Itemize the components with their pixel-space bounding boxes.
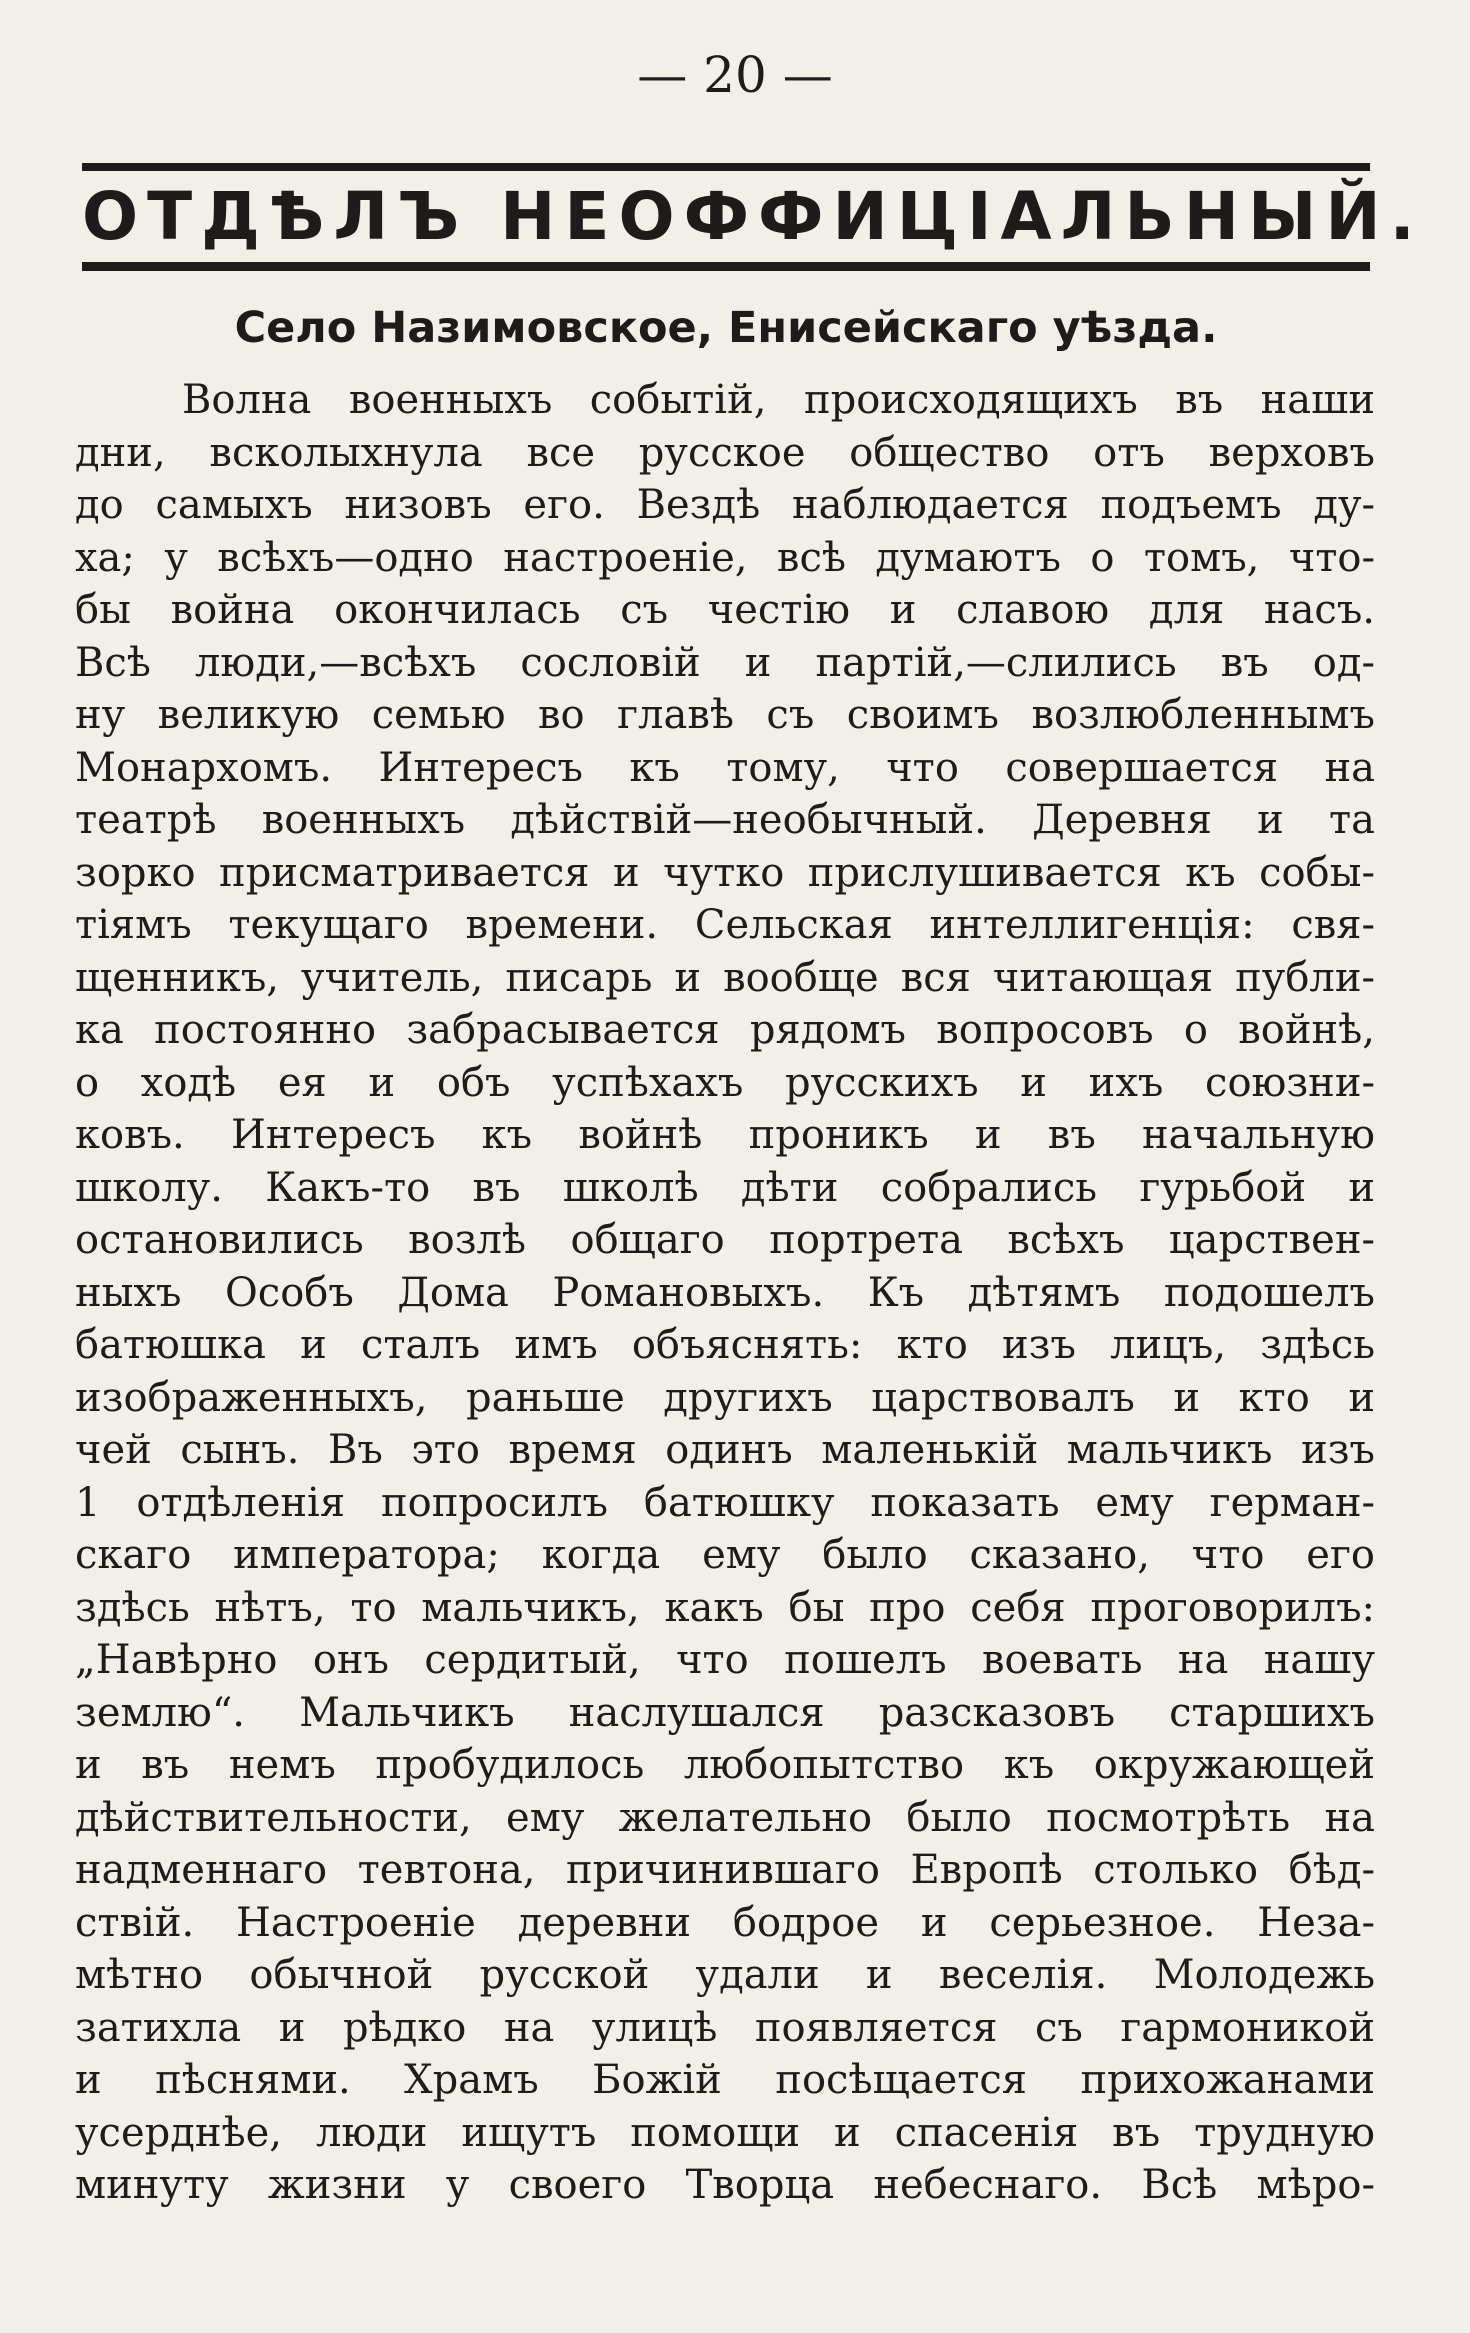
text-line: батюшка и сталъ имъ объяснять: кто изъ лицъ, здѣсь bbox=[75, 1322, 1375, 1368]
text-line: ствій. Настроеніе деревни бодрое и серьезное. Неза- bbox=[75, 1899, 1375, 1946]
text-line: „Навѣрно онъ сердитый, что пошелъ воевать на нашу bbox=[75, 1637, 1375, 1683]
text-line: землю“. Мальчикъ наслушался разсказовъ старшихъ bbox=[75, 1689, 1375, 1736]
text-line: усерднѣе, люди ищутъ помощи и спасенія въ трудную bbox=[75, 2109, 1375, 2156]
text-line: бы война окончилась съ честію и славою для насъ. bbox=[75, 587, 1375, 633]
section-title: ОТДѢЛЪ НЕОФФИЦІАЛЬНЫЙ. bbox=[82, 178, 1424, 255]
text-line: ка постоянно забрасывается рядомъ вопросовъ о войнѣ, bbox=[75, 1007, 1375, 1053]
text-line: дѣйствительности, ему желательно было посмотрѣть на bbox=[75, 1794, 1375, 1841]
page-number: — 20 — bbox=[637, 46, 833, 104]
text-line: о ходѣ ея и объ успѣхахъ русскихъ и ихъ союзни- bbox=[75, 1059, 1375, 1106]
header-rule-bottom bbox=[82, 262, 1370, 271]
text-line: ковъ. Интересъ къ войнѣ проникъ и въ начальную bbox=[75, 1112, 1375, 1158]
text-line: минуту жизни у своего Творца небеснаго. Всѣ мѣро- bbox=[75, 2162, 1375, 2208]
article-title: Село Назимовское, Енисейскаго уѣзда. bbox=[234, 303, 1218, 353]
text-line: Волна военныхъ событій, происходящихъ въ наши bbox=[182, 377, 1375, 423]
text-line: скаго императора; когда ему было сказано, что его bbox=[75, 1532, 1375, 1578]
text-line: ну великую семью во главѣ съ своимъ возлюбленнымъ bbox=[75, 692, 1375, 738]
text-line: изображенныхъ, раньше другихъ царствовалъ и кто и bbox=[75, 1374, 1375, 1421]
text-line: дни, всколыхнула все русское общество отъ верховъ bbox=[75, 429, 1375, 476]
text-line: щенникъ, учитель, писарь и вообще вся читающая публи- bbox=[75, 954, 1375, 1001]
text-line: надменнаго тевтона, причинившаго Европѣ столько бѣд- bbox=[75, 1847, 1375, 1893]
text-line: остановились возлѣ общаго портрета всѣхъ царствен- bbox=[75, 1217, 1375, 1263]
text-line: и въ немъ пробудилось любопытство къ окружающей bbox=[75, 1742, 1375, 1788]
text-line: ныхъ Особъ Дома Романовыхъ. Къ дѣтямъ подошелъ bbox=[75, 1269, 1375, 1316]
text-line: затихла и рѣдко на улицѣ появляется съ гармоникой bbox=[75, 2004, 1375, 2051]
text-line: школу. Какъ-то въ школѣ дѣти собрались гурьбой и bbox=[75, 1164, 1375, 1211]
text-line: тіямъ текущаго времени. Сельская интеллигенція: свя- bbox=[75, 902, 1375, 948]
text-line: театрѣ военныхъ дѣйствій—необычный. Деревня и та bbox=[75, 797, 1375, 843]
text-line: ха; у всѣхъ—одно настроеніе, всѣ думаютъ о томъ, что- bbox=[75, 534, 1375, 581]
header-rule-top bbox=[82, 163, 1370, 171]
text-line: мѣтно обычной русской удали и веселія. Молодежь bbox=[75, 1952, 1375, 1998]
text-line: и пѣснями. Храмъ Божій посѣщается прихожанами bbox=[75, 2057, 1375, 2103]
text-line: 1 отдѣленія попросилъ батюшку показать ему герман- bbox=[75, 1479, 1375, 1526]
text-line: чей сынъ. Въ это время одинъ маленькій мальчикъ изъ bbox=[75, 1427, 1375, 1473]
text-line: до самыхъ низовъ его. Вездѣ наблюдается подъемъ ду- bbox=[75, 482, 1375, 528]
article-body bbox=[75, 374, 1375, 2212]
text-line: здѣсь нѣтъ, то мальчикъ, какъ бы про себя проговорилъ: bbox=[75, 1584, 1375, 1631]
text-line: зорко присматривается и чутко прислушивается къ собы- bbox=[75, 849, 1375, 896]
text-line: Монархомъ. Интересъ къ тому, что совершается на bbox=[75, 744, 1375, 791]
text-line: Всѣ люди,—всѣхъ сословій и партій,—слились въ од- bbox=[75, 639, 1375, 686]
